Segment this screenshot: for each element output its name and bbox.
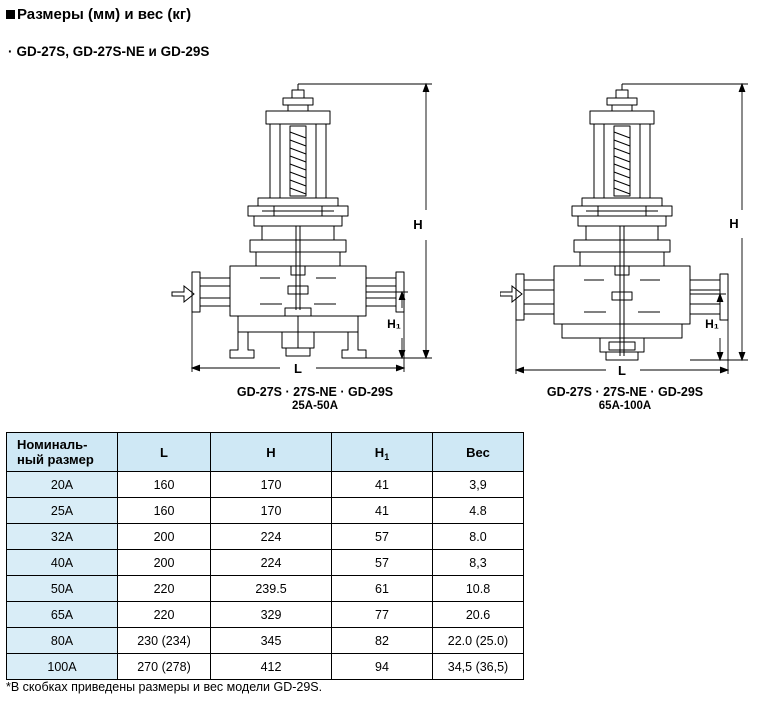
figure-caption-right [480, 385, 758, 413]
dim-label-l-right: L [618, 363, 626, 378]
cell-h1: 57 [332, 550, 433, 576]
header-nominal-size-line1: Номиналь- [17, 437, 88, 452]
table-row [7, 498, 524, 524]
figure-caption-left-sub: 25A-50A [291, 400, 339, 412]
cell-h1: 41 [332, 498, 433, 524]
cell-h1: 41 [332, 472, 433, 498]
cell-l: 200 [118, 524, 211, 550]
cell-size: 32A [7, 524, 118, 550]
header-weight: Вес [433, 433, 524, 472]
table-row [7, 628, 524, 654]
dimensions-table [6, 432, 524, 680]
cell-weight: 34,5 (36,5) [433, 654, 524, 680]
table-header-row [7, 433, 524, 472]
cell-h: 224 [211, 524, 332, 550]
cell-l: 160 [118, 498, 211, 524]
cell-l: 160 [118, 472, 211, 498]
inlet-arrow-icon [500, 286, 522, 302]
cell-h1: 82 [332, 628, 433, 654]
cell-l: 230 (234) [118, 628, 211, 654]
figure-caption-right-main: GD-27S · 27S-NE · GD-29S [546, 385, 704, 399]
header-height1: $H_1$ [332, 433, 433, 472]
cell-weight: 3,9 [433, 472, 524, 498]
cell-h1: 57 [332, 524, 433, 550]
page-subtitle [8, 44, 209, 59]
cell-weight: 10.8 [433, 576, 524, 602]
square-bullet-icon [6, 10, 15, 19]
cell-weight: 8.0 [433, 524, 524, 550]
table-row [7, 472, 524, 498]
dimensions-table-wrapper [6, 432, 524, 680]
cell-h: 345 [211, 628, 332, 654]
dim-label-h-left: H [413, 217, 423, 232]
cell-l: 200 [118, 550, 211, 576]
cell-size: 40A [7, 550, 118, 576]
valve-drawing-25a-50a [170, 80, 460, 380]
inlet-arrow-icon [172, 286, 194, 302]
cell-size: 100A [7, 654, 118, 680]
dim-label-h1-left: H₁ [387, 317, 401, 331]
valve-diagram-right-svg [500, 80, 758, 380]
cell-l: 220 [118, 602, 211, 628]
cell-size: 50A [7, 576, 118, 602]
cell-weight: 4.8 [433, 498, 524, 524]
cell-h1: 61 [332, 576, 433, 602]
page-title [6, 6, 191, 23]
cell-h1: 77 [332, 602, 433, 628]
dim-label-h1-right: H₁ [705, 317, 719, 331]
footnote: *В скобках приведены размеры и вес модели GD-29S. [6, 680, 323, 694]
cell-h: 329 [211, 602, 332, 628]
table-row [7, 602, 524, 628]
table-row [7, 576, 524, 602]
page-title-text: Размеры (мм) и вес (кг) [17, 6, 192, 23]
table-row [7, 524, 524, 550]
table-body [7, 472, 524, 680]
valve-drawing-65a-100a [500, 80, 758, 380]
cell-h: 224 [211, 550, 332, 576]
header-length: L [118, 433, 211, 472]
figure-caption-left-main: GD-27S · 27S-NE · GD-29S [236, 385, 394, 399]
cell-weight: 22.0 (25.0) [433, 628, 524, 654]
figure-caption-right-sub: 65A-100A [598, 400, 652, 412]
header-nominal-size-line2: ный размер [17, 452, 94, 467]
figure-caption-left [150, 385, 480, 413]
header-height: H [211, 433, 332, 472]
cell-h: 412 [211, 654, 332, 680]
dash-icon: · [8, 44, 13, 59]
cell-weight: 20.6 [433, 602, 524, 628]
cell-h1: 94 [332, 654, 433, 680]
table-row [7, 654, 524, 680]
cell-h: 239.5 [211, 576, 332, 602]
cell-size: 80A [7, 628, 118, 654]
cell-size: 25A [7, 498, 118, 524]
cell-h: 170 [211, 498, 332, 524]
dim-label-h-right: H [729, 216, 739, 231]
dim-label-l-left: L [294, 361, 302, 376]
header-nominal-size [7, 433, 118, 472]
cell-l: 220 [118, 576, 211, 602]
cell-size: 20A [7, 472, 118, 498]
page-subtitle-text: GD-27S, GD-27S-NE и GD-29S [16, 44, 210, 59]
table-row [7, 550, 524, 576]
cell-weight: 8,3 [433, 550, 524, 576]
valve-diagram-left-svg [170, 80, 460, 380]
cell-size: 65A [7, 602, 118, 628]
cell-h: 170 [211, 472, 332, 498]
cell-l: 270 (278) [118, 654, 211, 680]
